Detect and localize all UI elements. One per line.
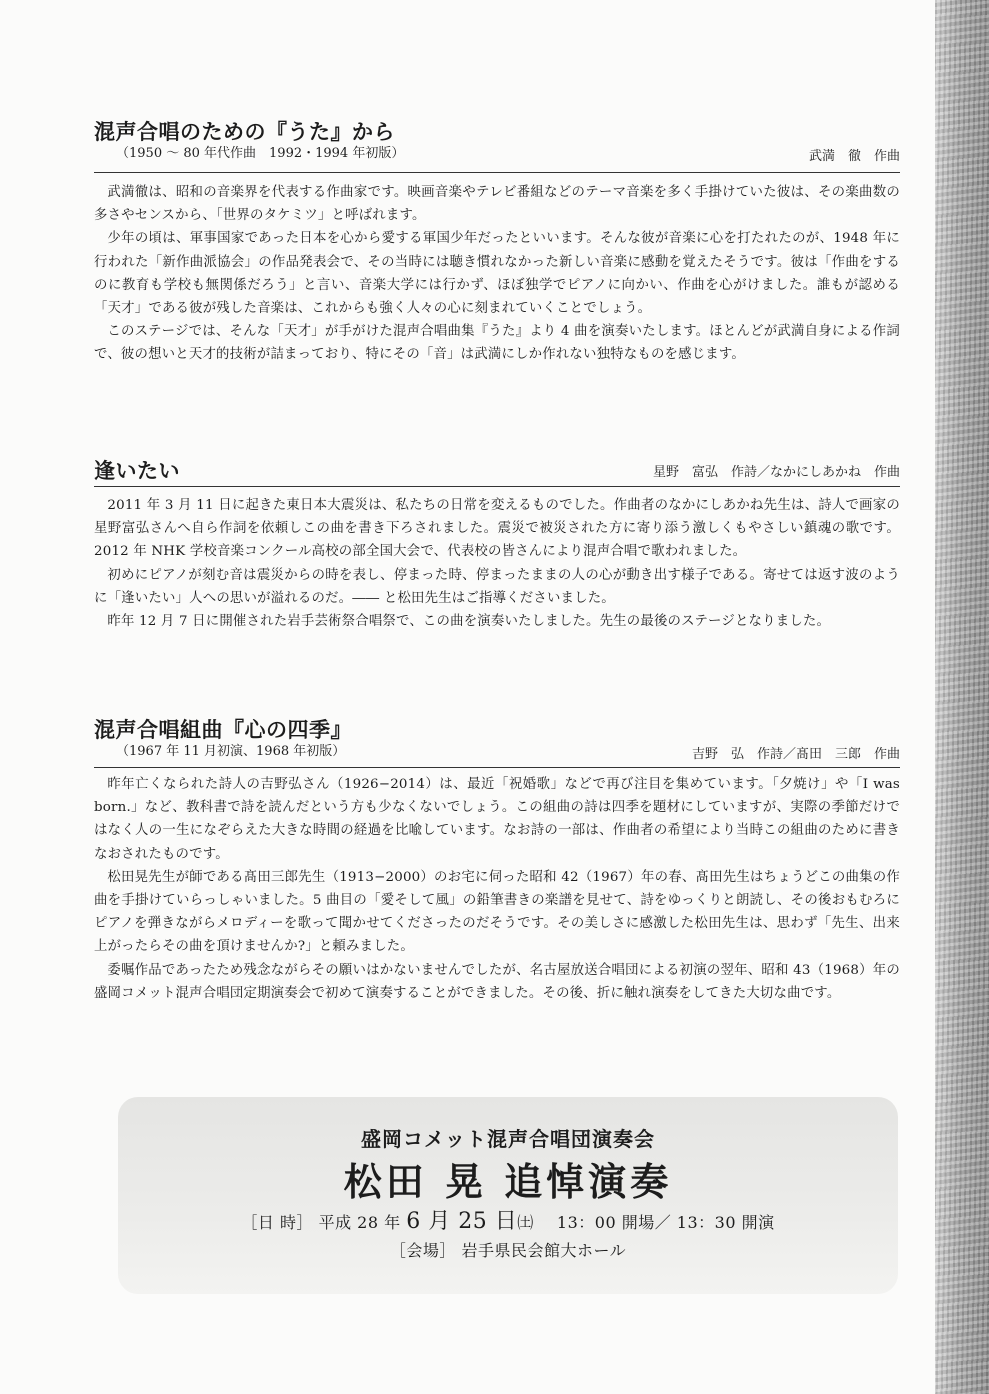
- section-credit: 吉野 弘 作詩／髙田 三郎 作曲: [691, 747, 900, 762]
- venue-label: ［会場］: [389, 1241, 456, 1260]
- paragraph: 昨年亡くなられた詩人の吉野弘さん（1926−2014）は、最近「祝婚歌」などで再び注目を集めています。「夕焼け」や「I was born.」など、教科書で詩を読んだという方も少なくないでしょう。この組曲の詩は四季を題材にしていますが、実際の季節だけではなく人の一生になぞらえた大きな時間の経過を比喩しています。なお詩の一部は、作曲者の希望により当時この組曲のために書きなおされたものです。: [94, 777, 900, 862]
- section-divider: [94, 172, 900, 173]
- section-title: 混声合唱組曲『心の四季』: [94, 717, 352, 742]
- section-uta: [94, 119, 900, 363]
- paragraph: 昨年 12 月 7 日に開催された岩手芸術祭合唱祭で、この曲を演奏いたしました。先生の最後のステージとなりました。: [107, 614, 831, 630]
- date-weekday: ㈯: [517, 1213, 534, 1232]
- section-credit: 武満 徹 作曲: [808, 149, 900, 164]
- event-times: 13：00 開場／ 13：30 開演: [556, 1213, 775, 1232]
- event-date-line: [118, 1210, 898, 1235]
- paragraph: 少年の頃は、軍事国家であった日本を心から愛する軍国少年だったといいます。そんな彼が音楽に心を打たれたのが、1948 年に行われた「新作曲派協会」の作品発表会で、その当時には聴き慣れなかった新しい音楽に感動を覚えたそうです。彼は「作曲をするのに教育も学校も無関係だろう」と言い、音楽大学には行かず、ほぼ独学でピアノに向かい、作曲を心がけました。誰もが認める「天才」である彼が残した音楽は、これからも強く人々の心に刻まれていくことでしょう。: [94, 231, 900, 317]
- concert-notice-box: [118, 1097, 898, 1294]
- section-kokoro-no-shiki: [94, 717, 900, 1001]
- date-label: ［日 時］: [241, 1213, 313, 1232]
- section-divider: [94, 486, 900, 487]
- paragraph: 2011 年 3 月 11 日に起きた東日本大震災は、私たちの日常を変えるものでした。作曲者のなかにしあかね先生は、詩人で画家の星野富弘さんへ自ら作詞を依頼しこの曲を書き下ろされました。震災で被災された方に寄り添う激しくもやさしい鎮魂の歌です。2012 年 NHK 学校音楽コンクール高校の部全国大会で、代表校の皆さんにより混声合唱で歌われました。: [94, 498, 900, 560]
- section-body: [94, 181, 900, 367]
- section-body: [94, 773, 900, 1005]
- section-subtitle: （1950 ～ 80 年代作曲 1992・1994 年初版）: [116, 146, 405, 161]
- section-divider: [94, 767, 900, 768]
- date-month-day: 6 月 25 日: [406, 1209, 518, 1234]
- paragraph: 松田晃先生が師である髙田三郎先生（1913−2000）のお宅に伺った昭和 42（1967）年の春、髙田先生はちょうどこの曲集の作曲を手掛けていらっしゃいました。5 曲目の「愛そして風」の鉛筆書きの楽譜を見せて、詩をゆっくりと朗読し、その後おもむろにピアノを弾きながらメロディーを歌って聞かせてくださったのだそうです。その美しさに感激した松田先生は、思わず「先生、出来上がったらその曲を頂けませんか?」と頼みました。: [94, 869, 900, 955]
- section-subtitle: （1967 年 11 月初演、1968 年初版）: [116, 744, 346, 759]
- page-edge-shadow: [935, 0, 989, 1394]
- section-credit: 星野 富弘 作詩／なかにしあかね 作曲: [652, 465, 900, 480]
- paragraph: 初めにピアノが刻む音は震災からの時を表し、停まった時、停まったままの人の心が動き出す様子である。寄せては返す波のように「逢いたい」人への思いが溢れるのだ。―― と松田先生はご指導くださいました。: [94, 567, 900, 606]
- section-title: 逢いたい: [94, 458, 180, 483]
- date-era: 平成 28 年: [318, 1213, 401, 1232]
- event-title: 松田 晃 追悼演奏: [343, 1159, 673, 1204]
- event-venue-line: [118, 1239, 898, 1263]
- section-title: 混声合唱のための『うた』から: [94, 119, 395, 144]
- paragraph: 武満徹は、昭和の音楽界を代表する作曲家です。映画音楽やテレビ番組などのテーマ音楽を多く手掛けていた彼は、その楽曲数の多さやセンスから、「世界のタケミツ」と呼ばれます。: [94, 185, 900, 224]
- section-aitai: [94, 458, 900, 630]
- venue-name: 岩手県民会館大ホール: [461, 1241, 627, 1260]
- organization-name: 盛岡コメット混声合唱団演奏会: [361, 1127, 655, 1151]
- section-body: [94, 494, 900, 633]
- paragraph: このステージでは、そんな「天才」が手がけた混声合唱曲集『うた』より 4 曲を演奏いたします。ほとんどが武満自身による作詞で、彼の想いと天才的技術が詰まっており、特にその「音」は武満にしか作れない独特なものを感じます。: [94, 324, 900, 363]
- paragraph: 委嘱作品であったため残念ながらその願いはかないませんでしたが、名古屋放送合唱団による初演の翌年、昭和 43（1968）年の盛岡コメット混声合唱団定期演奏会で初めて演奏することができました。その後、折に触れ演奏をしてきた大切な曲です。: [94, 962, 900, 1001]
